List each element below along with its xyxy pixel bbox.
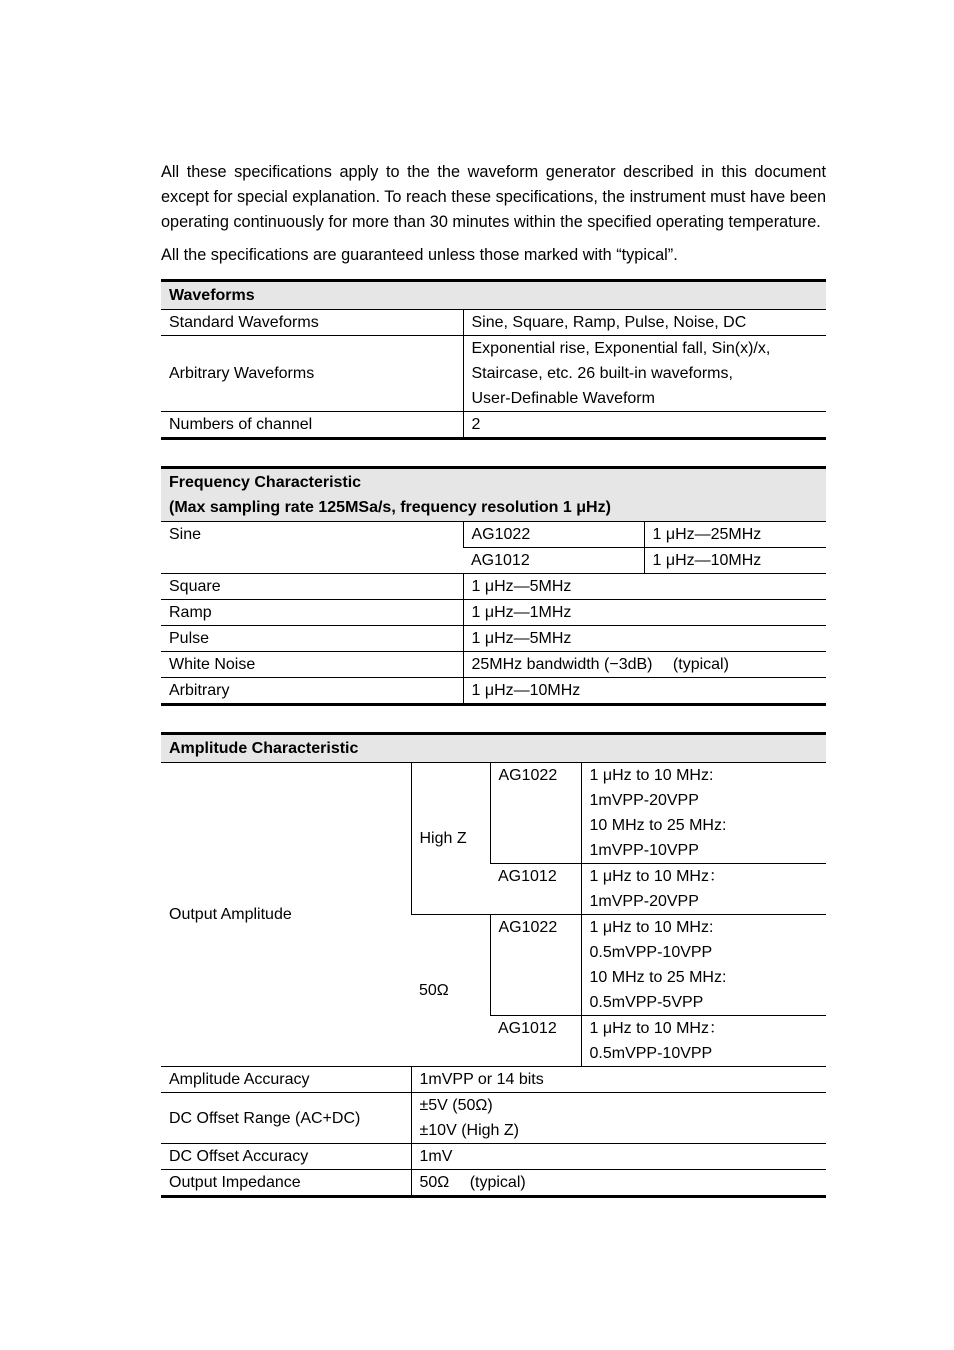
table-row (161, 763, 826, 864)
frequency-subtitle: (Max sampling rate 125MSa/s, frequency resolution 1 μHz) (169, 499, 611, 516)
sine-label: Sine (161, 522, 463, 574)
arbitrary-line: Exponential rise, Exponential fall, Sin(x)/x, (471, 340, 771, 357)
range-line: 10 MHz to 25 MHz: (589, 969, 727, 986)
ramp-value: 1 μHz—1MHz (463, 600, 826, 626)
arbitrary-line: Staircase, etc. 26 built-in waveforms, (471, 365, 733, 382)
dc-offset-range-label: DC Offset Range (AC+DC) (161, 1093, 411, 1144)
noise-label: White Noise (161, 652, 463, 678)
arbitrary-waveforms-label: Arbitrary Waveforms (161, 336, 463, 412)
table-row (161, 1093, 826, 1144)
range-line: 1 μHz to 10 MHz: (589, 767, 714, 784)
sine-value: 1 μHz—25MHz (644, 522, 826, 548)
arbitrary-waveforms-value (463, 336, 826, 412)
dc-offset-range-value (411, 1093, 826, 1144)
table-row (161, 600, 826, 626)
range-line: 1mVPP-10VPP (589, 842, 699, 859)
standard-waveforms-label: Standard Waveforms (161, 310, 463, 336)
model-label: AG1012 (490, 864, 581, 915)
channels-label: Numbers of channel (161, 412, 463, 439)
amplitude-range (581, 915, 826, 1016)
square-value: 1 μHz—5MHz (463, 574, 826, 600)
document-page (161, 160, 826, 1198)
table-row (161, 1144, 826, 1170)
noise-value: 25MHz bandwidth (−3dB) (typical) (463, 652, 826, 678)
output-impedance-value: 50Ω (typical) (411, 1170, 826, 1197)
amplitude-header: Amplitude Characteristic (161, 734, 826, 763)
amplitude-accuracy-label: Amplitude Accuracy (161, 1067, 411, 1093)
channels-value: 2 (463, 412, 826, 439)
frequency-title: Frequency Characteristic (169, 474, 362, 491)
table-row (161, 652, 826, 678)
sine-value: 1 μHz—10MHz (644, 548, 826, 574)
amplitude-table (161, 732, 826, 1198)
range-line: 10 MHz to 25 MHz: (589, 817, 727, 834)
table-row (161, 574, 826, 600)
model-label: AG1022 (490, 915, 581, 1016)
waveforms-header: Waveforms (161, 281, 826, 310)
standard-waveforms-value: Sine, Square, Ramp, Pulse, Noise, DC (463, 310, 826, 336)
table-row (161, 1067, 826, 1093)
table-row (161, 310, 826, 336)
range-line: 1 μHz to 10 MHz： (589, 868, 725, 885)
range-line: 1 μHz to 10 MHz: (589, 919, 714, 936)
output-amplitude-label: Output Amplitude (161, 763, 411, 1067)
arbitrary-value: 1 μHz—10MHz (463, 678, 826, 705)
model-label: AG1022 (490, 763, 581, 864)
waveforms-table (161, 279, 826, 440)
offset-line: ±10V (High Z) (419, 1122, 519, 1139)
intro-paragraph: All these specifications apply to the the waveform generator described in this document except for special explanation. To reach these specifications, the instrument must have been operating continuously for more than 30 minutes within the specified operating temperature. (161, 163, 826, 231)
range-line: 0.5mVPP-5VPP (589, 994, 704, 1011)
pulse-value: 1 μHz—5MHz (463, 626, 826, 652)
sine-model: AG1022 (463, 522, 644, 548)
sine-model: AG1012 (463, 548, 644, 574)
dc-offset-accuracy-label: DC Offset Accuracy (161, 1144, 411, 1170)
range-line: 1mVPP-20VPP (589, 792, 699, 809)
pulse-label: Pulse (161, 626, 463, 652)
amplitude-range (581, 763, 826, 864)
frequency-table (161, 466, 826, 706)
model-label: AG1012 (490, 1016, 581, 1067)
table-row (161, 522, 826, 548)
arbitrary-label: Arbitrary (161, 678, 463, 705)
fifty-ohm-label: 50Ω (411, 915, 490, 1067)
amplitude-range (581, 1016, 826, 1067)
frequency-header (161, 468, 826, 522)
table-row (161, 626, 826, 652)
table-row (161, 412, 826, 439)
range-line: 0.5mVPP-10VPP (589, 1045, 713, 1062)
table-row (161, 1170, 826, 1197)
amplitude-range (581, 864, 826, 915)
table-row (161, 678, 826, 705)
range-line: 1mVPP-20VPP (589, 893, 699, 910)
offset-line: ±5V (50Ω) (419, 1097, 493, 1114)
table-row (161, 336, 826, 412)
high-z-label: High Z (411, 763, 490, 915)
range-line: 1 μHz to 10 MHz： (589, 1020, 725, 1037)
dc-offset-accuracy-value: 1mV (411, 1144, 826, 1170)
arbitrary-line: User-Definable Waveform (471, 390, 655, 407)
square-label: Square (161, 574, 463, 600)
ramp-label: Ramp (161, 600, 463, 626)
range-line: 0.5mVPP-10VPP (589, 944, 713, 961)
amplitude-accuracy-value: 1mVPP or 14 bits (411, 1067, 826, 1093)
typical-note: All the specifications are guaranteed unless those marked with “typical”. (161, 246, 678, 264)
output-impedance-label: Output Impedance (161, 1170, 411, 1197)
